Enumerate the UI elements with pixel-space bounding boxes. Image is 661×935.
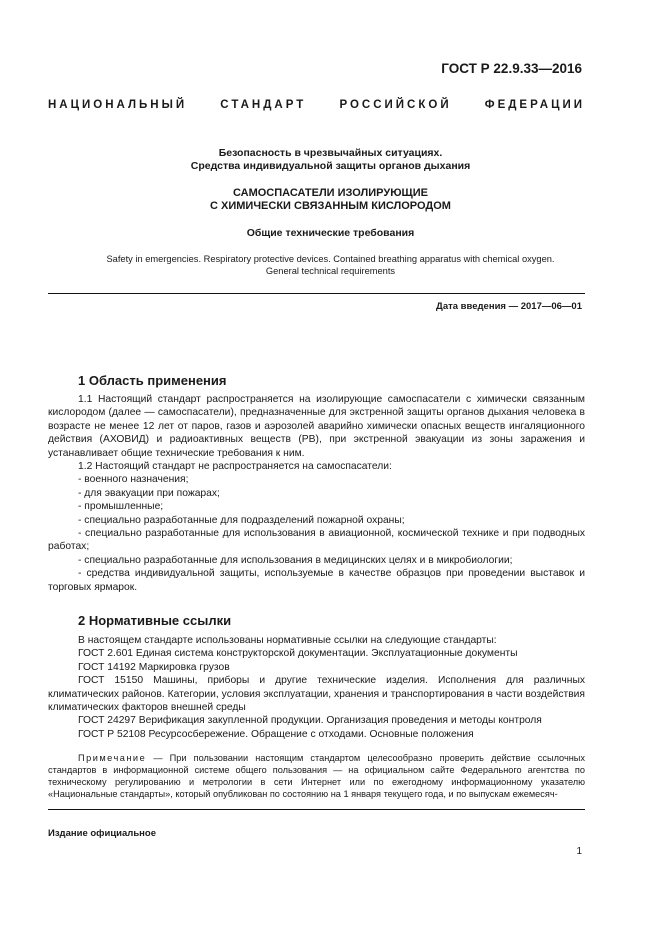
- references-note: [48, 752, 585, 800]
- exclusion-list: [48, 473, 585, 594]
- subtitle: Общие технические требования: [246, 227, 415, 239]
- subject-line-1: Безопасность в чрезвычайных ситуациях.: [218, 147, 443, 159]
- paragraph-1-2: 1.2 Настоящий стандарт не распространяется на самоспасатели:: [78, 461, 392, 473]
- header-divider: [48, 293, 585, 294]
- list-item: - военного назначения;: [78, 474, 189, 486]
- footer-divider: [48, 809, 585, 810]
- paragraph-1-1: 1.1 Настоящий стандарт распространяется на изолирующие самоспасатели с химически связанным кислородом (далее — самоспасатели), предназначенные для экстренной защиты органов дыхания человека в возрасте не менее 12 лет от паров, газов и аэрозолей аварийно химически опасных веществ ингаляционного действия (АХОВИД) и радиоактивных веществ (РВ), при экстренной эвакуации из зоны заражения и устанавливает общие технические требования к ним.: [48, 394, 585, 459]
- english-title-line-2: General technical requirements: [265, 266, 396, 276]
- note-label: Примечание: [78, 753, 147, 763]
- page-number: 1: [576, 846, 582, 857]
- section-1-heading: 1 Область применения: [78, 373, 227, 388]
- section-1-body: [48, 393, 585, 594]
- list-item: - для эвакуации при пожарах;: [78, 487, 220, 499]
- edition-label: Издание официальное: [48, 828, 156, 839]
- section-2-heading: 2 Нормативные ссылки: [78, 613, 232, 628]
- english-title: [48, 253, 613, 277]
- main-title-line-2: С ХИМИЧЕСКИ СВЯЗАННЫМ КИСЛОРОДОМ: [210, 200, 451, 212]
- reference-item: ГОСТ 15150 Машины, приборы и другие технические изделия. Исполнения для различных климатических районов. Категории, условия эксплуатации, хранения и транспортирования в части воздействия климатических факторов внешней среды: [48, 675, 585, 714]
- introduction-date: Дата введения — 2017—06—01: [436, 301, 582, 312]
- reference-item: ГОСТ 14192 Маркировка грузов: [78, 661, 230, 673]
- list-item: - специально разработанные для использования в авиационной, космической технике и при подводных работах;: [48, 528, 585, 553]
- national-standard-banner: НАЦИОНАЛЬНЫЙ СТАНДАРТ РОССИЙСКОЙ ФЕДЕРАЦИИ: [48, 99, 585, 111]
- list-item: - специально разработанные для использования в медицинских целях и в микробиологии;: [78, 554, 513, 566]
- reference-item: ГОСТ 2.601 Единая система конструкторской документации. Эксплуатационные документы: [78, 648, 518, 660]
- subject-line-2: Средства индивидуальной защиты органов дыхания: [190, 160, 471, 172]
- reference-item: ГОСТ Р 52108 Ресурсосбережение. Обращение с отходами. Основные положения: [78, 728, 474, 740]
- references-intro: В настоящем стандарте использованы нормативные ссылки на следующие стандарты:: [78, 635, 497, 646]
- reference-item: ГОСТ 24297 Верификация закупленной продукции. Организация проведения и методы контроля: [78, 715, 542, 727]
- subject-title: [48, 147, 613, 173]
- note-text: — При пользовании настоящим стандартом целесообразно проверить действие ссылочных стандартов в информационной системе общего пользования — на официальном сайте Федерального агентства по техническому регулированию и метрологии в сети Интернет или по ежегодному информационному указателю «Национальные стандарты», который опубликован по состоянию на 1 января текущего года, и по выпускам ежемесяч-: [48, 753, 585, 799]
- main-title: [48, 187, 613, 213]
- list-item: - промышленные;: [78, 501, 164, 513]
- standard-code: ГОСТ Р 22.9.33—2016: [441, 61, 582, 76]
- main-title-line-1: САМОСПАСАТЕЛИ ИЗОЛИРУЮЩИЕ: [232, 187, 429, 199]
- list-item: - средства индивидуальной защиты, используемые в качестве образцов при проведении выставок и торговых ярмарок.: [48, 568, 585, 593]
- list-item: - специально разработанные для подразделений пожарной охраны;: [78, 514, 405, 526]
- english-title-line-1: Safety in emergencies. Respiratory protective devices. Contained breathing apparatus with chemical oxygen.: [106, 254, 555, 264]
- section-2-body: [48, 634, 585, 741]
